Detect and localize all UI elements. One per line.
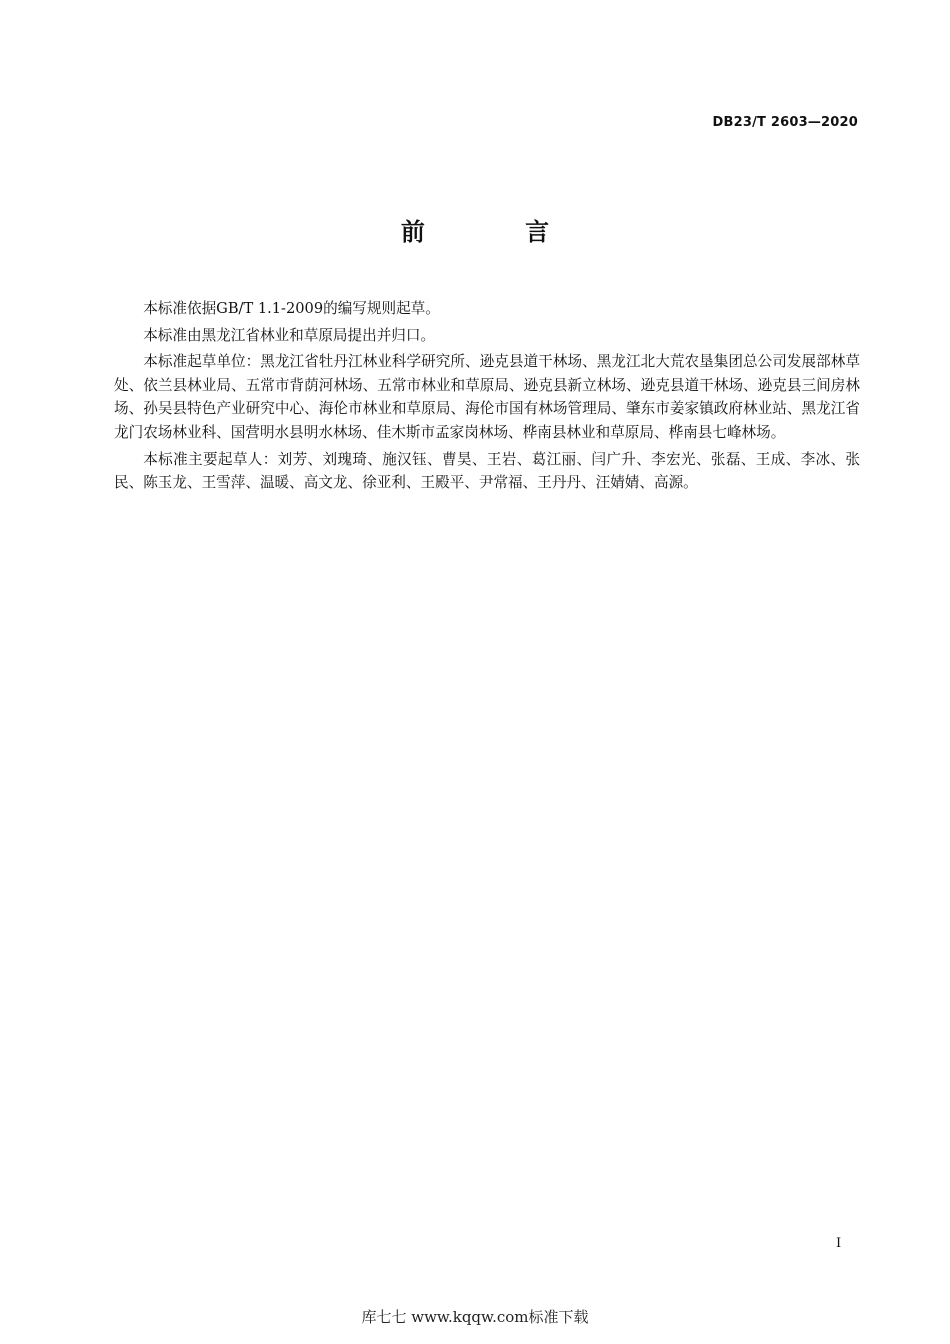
foreword-body — [114, 297, 860, 498]
section-title: 前 言 — [400, 218, 596, 246]
paragraph-drafters: 本标准主要起草人：刘芳、刘瑰琦、施汉钰、曹昊、王岩、葛江丽、闫广升、李宏光、张磊、王成、李冰、张民、陈玉龙、王雪萍、温暖、高文龙、徐亚利、王殿平、尹常福、王丹丹、汪婧婧、高源。 — [114, 450, 860, 492]
paragraph-proposer: 本标准由黑龙江省林业和草原局提出并归口。 — [143, 326, 436, 344]
paragraph-drafting-rules: 本标准依据GB/T 1.1-2009的编写规则起草。 — [143, 300, 440, 317]
paragraph-drafting-units: 本标准起草单位：黑龙江省牡丹江林业科学研究所、逊克县道干林场、黑龙江北大荒农垦集团总公司发展部林草处、依兰县林业局、五常市背荫河林场、五常市林业和草原局、逊克县新立林场、逊克县道干林场、逊克县三间房林场、孙吴县特色产业研究中心、海伦市林业和草原局、海伦市国有林场管理局、肇东市姜家镇政府林业站、黑龙江省龙门农场林业科、国营明水县明水林场、佳木斯市孟家岗林场、桦南县林业和草原局、桦南县七峰林场。 — [114, 353, 860, 441]
footer-watermark: 库七七 www.kqqw.com标准下载 — [361, 1308, 589, 1326]
page-number: I — [836, 1236, 842, 1251]
document-code: DB23/T 2603—2020 — [712, 115, 858, 130]
